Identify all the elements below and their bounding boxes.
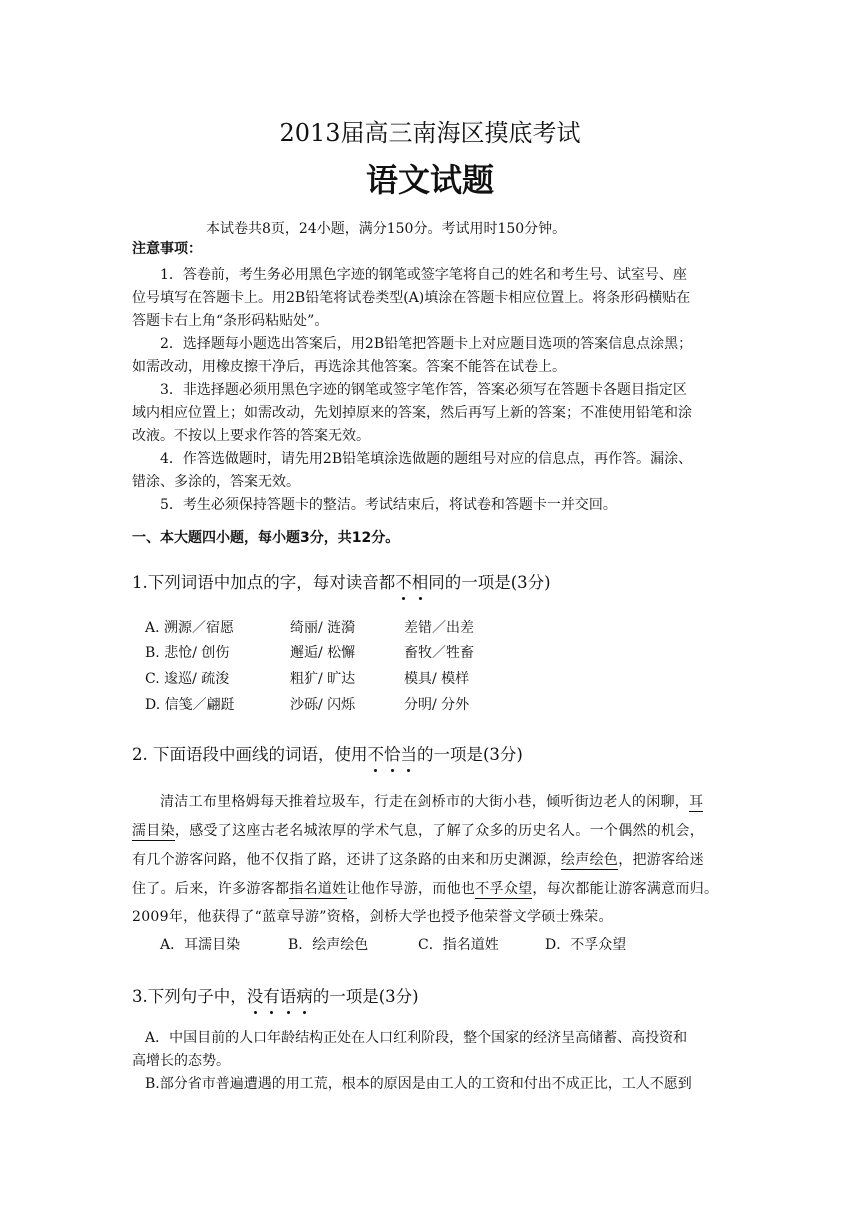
- notice-line: 5．考生必须保持答题卡的整洁。考试结束后，将试卷和答题卡一并交回。: [160, 497, 617, 513]
- notice-line: 域内相应位置上；如需改动，先划掉原来的答案，然后再写上新的答案；不准使用铅笔和涂: [132, 405, 692, 421]
- option-col-c: 差错／出差: [404, 620, 474, 636]
- question-3-line: A．中国目前的人口年龄结构正处在人口红利阶段，整个国家的经济呈高储蓄、高投资和: [145, 1030, 688, 1046]
- emphasis-dot-char: 相: [412, 569, 429, 593]
- notice-line: 1．答卷前，考生务必用黑色字迹的钢笔或签字笔将自己的姓名和考生号、试室号、座: [160, 267, 687, 283]
- option-col-a: B. 悲怆/ 创伤: [145, 645, 230, 661]
- underlined-term: 耳: [689, 794, 704, 810]
- subject-title: 语文试题: [365, 161, 494, 199]
- emphasis-dot-char: 不: [368, 741, 385, 765]
- passage-line: 2009年，他获得了“蓝章导游”资格，剑桥大学也授予他荣誉文学硕士殊荣。: [132, 909, 613, 925]
- option: C．指名道姓: [418, 937, 499, 953]
- notice-heading: 注意事项：: [132, 241, 202, 257]
- question-3-stem: 3.下列句子中，没有语病的一项是(3分): [132, 983, 419, 1007]
- question-2-stem: 2. 下面语段中画线的词语，使用不恰当的一项是(3分): [132, 741, 523, 765]
- exam-intro: 本试卷共8页，24小题，满分150分。考试用时150分钟。: [206, 221, 567, 237]
- option-col-c: 分明/ 分外: [404, 697, 470, 713]
- option-col-c: 模具/ 模样: [404, 671, 470, 687]
- question-3-line: 高增长的态势。: [132, 1053, 230, 1069]
- question-1-stem: 1.下列词语中加点的字，每对读音都不相同的一项是(3分): [132, 569, 551, 593]
- option-col-a: D. 信笺／翩跹: [145, 697, 235, 713]
- underlined-term: 濡目染: [132, 823, 175, 839]
- emphasis-dot-char: 病: [296, 983, 313, 1007]
- notice-line: 2．选择题每小题选出答案后，用2B铅笔把答题卡上对应题目选项的答案信息点涂黑；: [160, 336, 693, 352]
- underlined-term: 不孚众望: [475, 881, 533, 897]
- option: B．绘声绘色: [288, 937, 369, 953]
- option-col-b: 粗犷/ 旷达: [290, 671, 356, 687]
- option-col-a: A. 溯源／宿愿: [145, 620, 235, 636]
- notice-line: 位号填写在答题卡上。用2B铅笔将试卷类型(A)填涂在答题卡相应位置上。将条形码横贴在: [132, 290, 691, 306]
- notice-line: 错涂、多涂的，答案无效。: [132, 474, 300, 490]
- notice-line: 3．非选择题必须用黑色字迹的钢笔或签字笔作答，答案必须写在答题卡各题目指定区: [160, 382, 687, 398]
- option: D．不孚众望: [545, 937, 627, 953]
- emphasis-dot-char: 语: [280, 983, 297, 1007]
- notice-line: 4．作答选做题时，请先用2B铅笔填涂选做题的题组号对应的信息点，再作答。漏涂、: [160, 451, 693, 467]
- option-col-a: C. 逡巡/ 疏浚: [145, 671, 230, 687]
- passage-line: 有几个游客问路，他不仅指了路，还讲了这条路的由来和历史渊源，绘声绘色，把游客给迷: [132, 852, 705, 868]
- notice-line: 答题卡右上角“条形码粘贴处”。: [132, 313, 329, 329]
- emphasis-dot-char: 有: [263, 983, 280, 1007]
- option-col-b: 邂逅/ 松懈: [290, 645, 356, 661]
- passage-line: 住了。后来，许多游客都指名道姓让他作导游，而他也不孚众望，每次都能让游客满意而归。: [132, 881, 719, 897]
- option-row: [145, 617, 234, 639]
- emphasis-dot-char: 恰: [384, 741, 401, 765]
- section-heading: 一、本大题四小题，每小题3分，共12分。: [132, 530, 400, 546]
- passage-line: 濡目染，感受了这座古老名城浓厚的学术气息，了解了众多的历史名人。一个偶然的机会，: [132, 823, 705, 839]
- underlined-term: 绘声绘色: [561, 852, 619, 868]
- option-col-b: 绮丽/ 涟漪: [290, 620, 356, 636]
- option: A．耳濡目染: [160, 937, 241, 953]
- emphasis-dot-char: 没: [247, 983, 264, 1007]
- emphasis-dot-char: 不: [395, 569, 412, 593]
- emphasis-dot-char: 当: [401, 741, 418, 765]
- option-col-b: 沙砾/ 闪烁: [290, 697, 356, 713]
- question-3-line: B.部分省市普遍遭遇的用工荒，根本的原因是由工人的工资和付出不成正比，工人不愿到: [145, 1076, 692, 1092]
- option-col-c: 畜牧／牲畜: [404, 645, 474, 661]
- notice-line: 改液。不按以上要求作答的答案无效。: [132, 428, 370, 444]
- exam-title: 2013届高三南海区摸底考试: [279, 119, 581, 147]
- passage-line: 清洁工布里格姆每天推着垃圾车，行走在剑桥市的大街小巷，倾听街边老人的闲聊，耳: [160, 794, 704, 810]
- notice-line: 如需改动，用橡皮擦干净后，再选涂其他答案。答案不能答在试卷上。: [132, 359, 566, 375]
- underlined-term: 指名道姓: [289, 881, 347, 897]
